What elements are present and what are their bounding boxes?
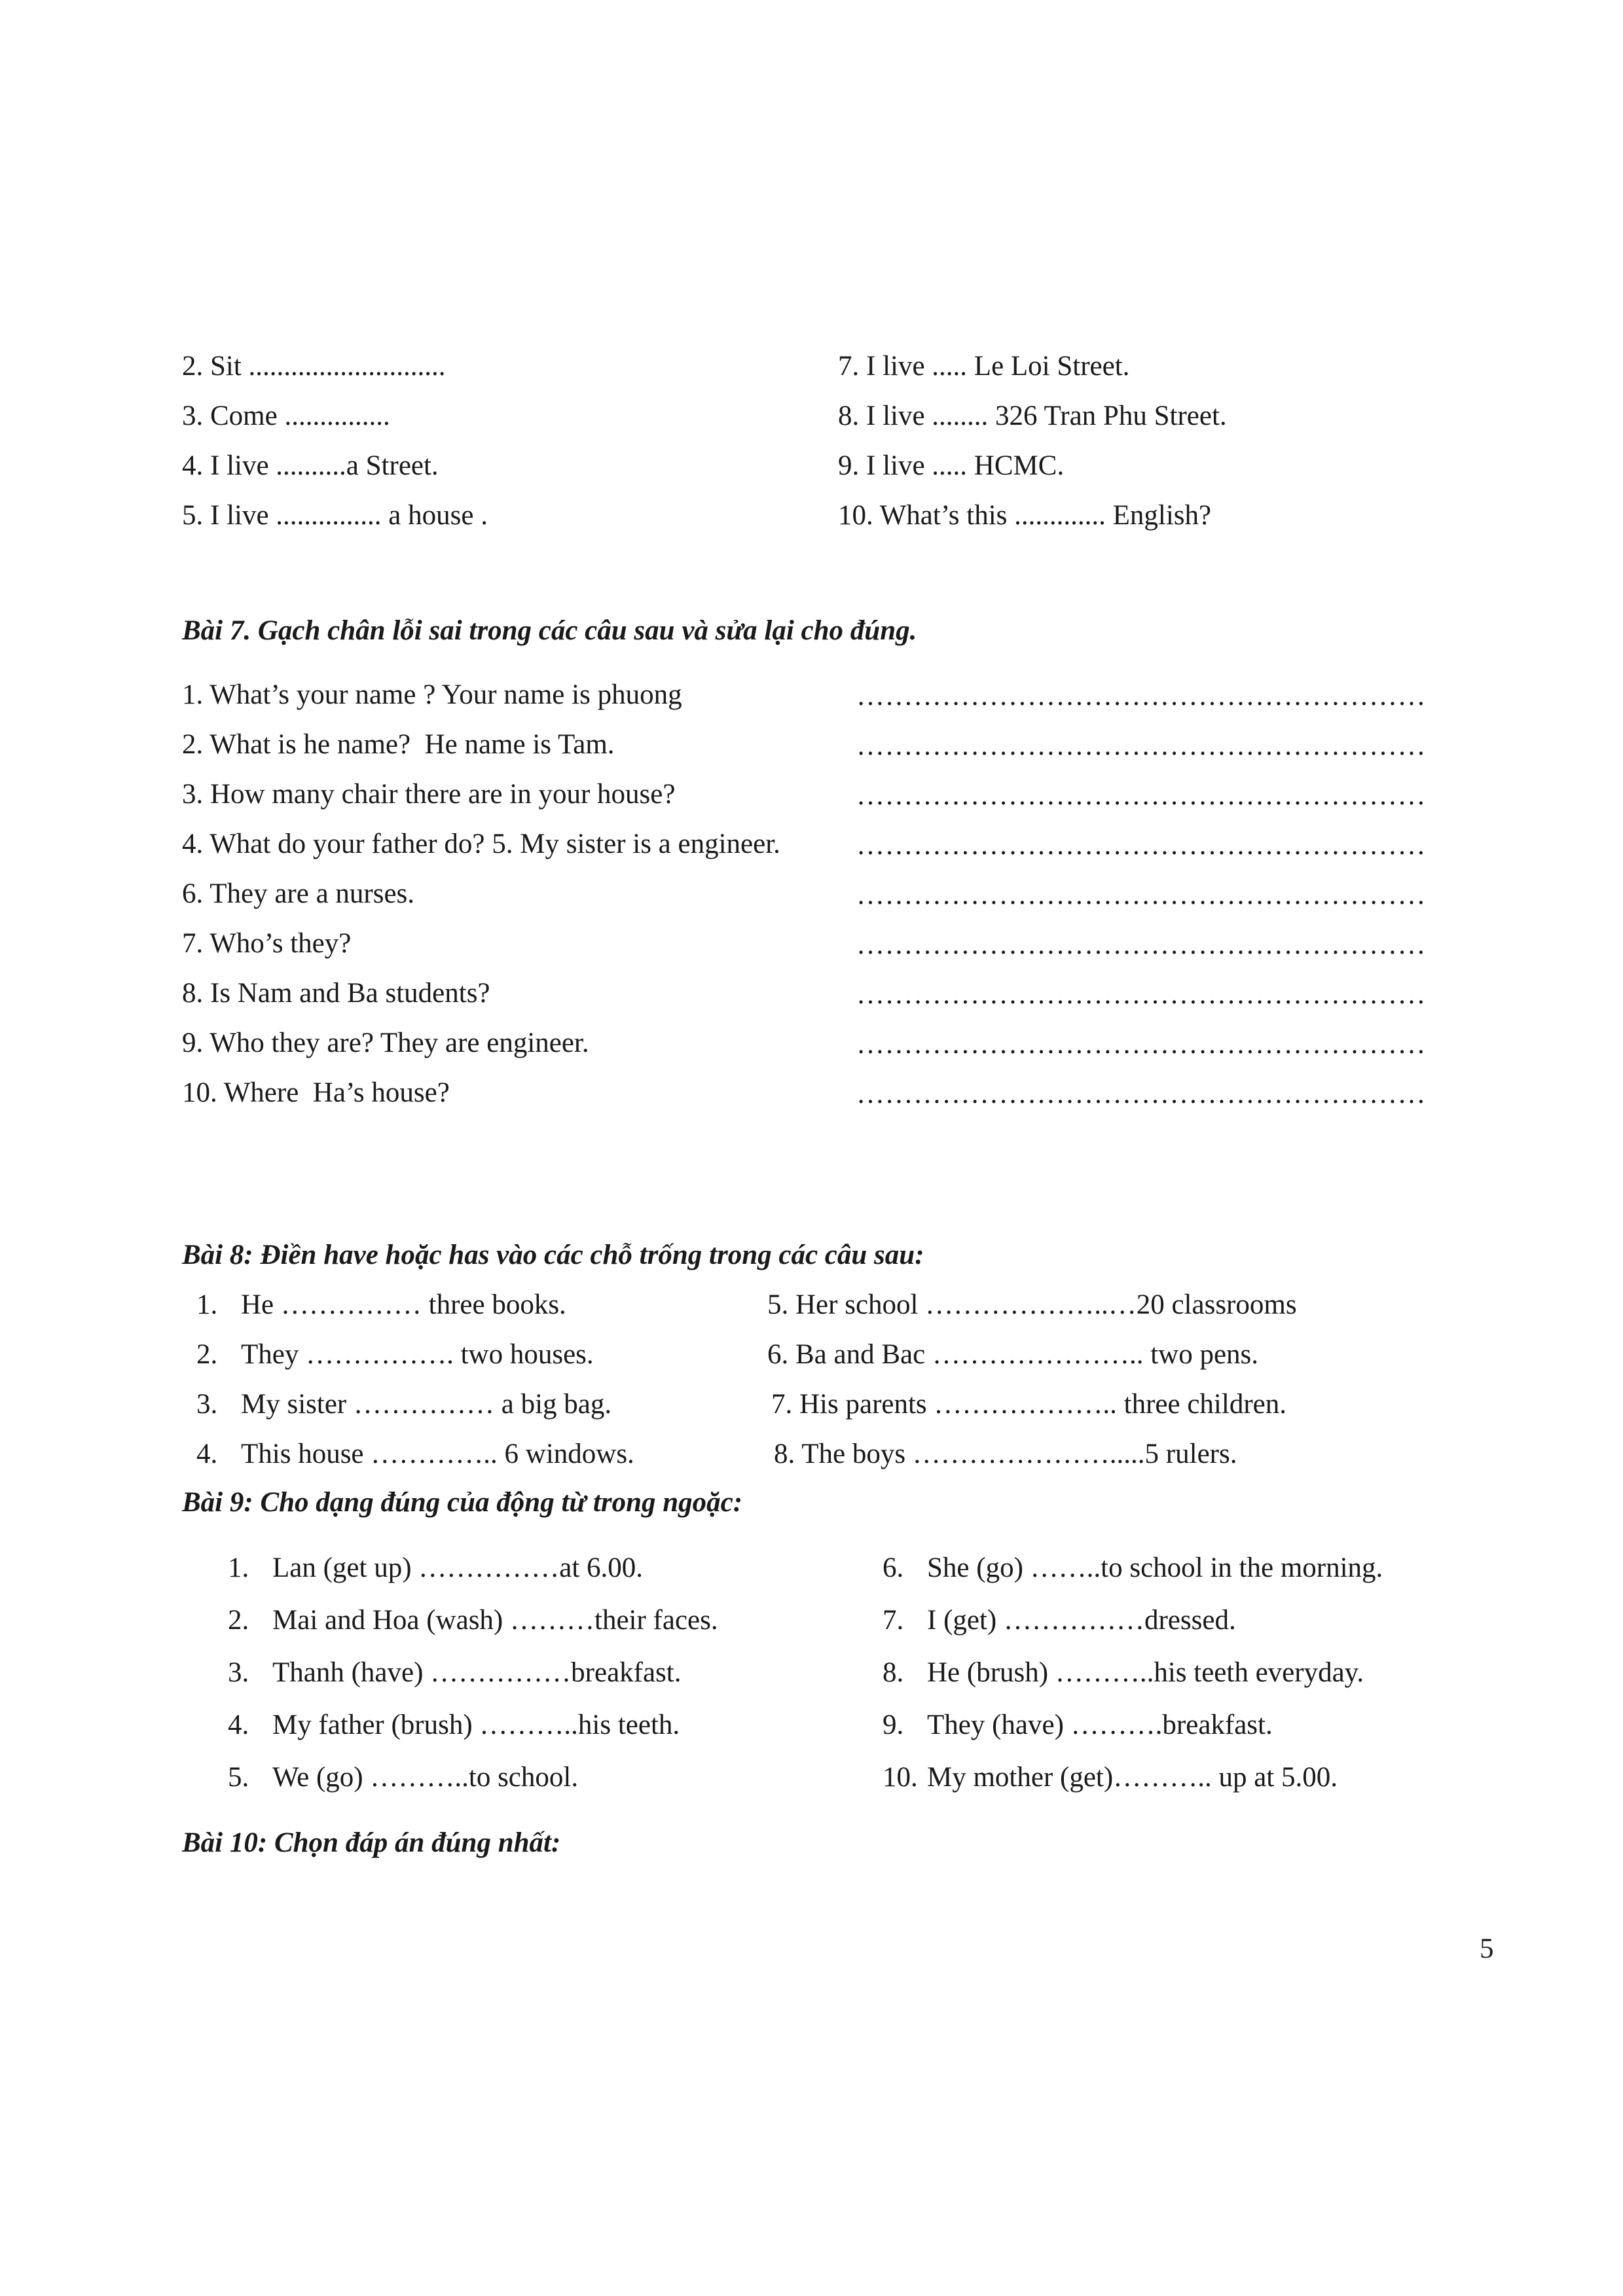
ex7-item: 8. Is Nam and Ba students? — [182, 978, 490, 1009]
ex9-item-number: 1. — [228, 1552, 249, 1583]
ex8-item: They ……………. two houses. — [241, 1339, 594, 1370]
ex9-item: She (go) ……..to school in the morning. — [927, 1552, 1383, 1583]
ex8-item-number: 4. — [196, 1439, 218, 1469]
ex8-item-number: 1. — [196, 1289, 218, 1320]
ex6-left-item: 4. I live ..........a Street. — [182, 450, 439, 481]
ex7-item: 4. What do your father do? 5. My sister is a engineer. — [182, 829, 780, 859]
ex7-item: 10. Where Ha’s house? — [182, 1077, 450, 1108]
ex7-answer-line: …………………………………………………… — [856, 880, 1426, 910]
ex8-item: 7. His parents ……………….. three children. — [771, 1389, 1286, 1420]
ex7-answer-line: …………………………………………………… — [856, 780, 1426, 811]
ex8-item: My sister …………… a big bag. — [241, 1389, 612, 1420]
ex9-item: Thanh (have) ……………breakfast. — [272, 1657, 682, 1688]
ex9-item-number: 10. — [883, 1762, 918, 1793]
ex6-left-item: 5. I live ............... a house . — [182, 500, 488, 531]
ex9-item-number: 6. — [883, 1552, 904, 1583]
ex7-item: 6. They are a nurses. — [182, 878, 415, 909]
ex8-item: He …………… three books. — [241, 1289, 566, 1320]
ex9-item: Lan (get up) ……………at 6.00. — [272, 1552, 644, 1583]
ex6-right-item: 7. I live ..... Le Loi Street. — [838, 351, 1130, 382]
ex7-item: 2. What is he name? He name is Tam. — [182, 729, 615, 760]
ex9-item: My mother (get)……….. up at 5.00. — [927, 1762, 1338, 1793]
ex7-item: 3. How many chair there are in your house? — [182, 779, 676, 810]
ex9-item-number: 2. — [228, 1605, 249, 1636]
ex9-item-number: 4. — [228, 1710, 249, 1740]
ex7-answer-line: …………………………………………………… — [856, 929, 1426, 960]
ex9-title: Bài 9: Cho dạng đúng của động từ trong ngoặc: — [182, 1487, 743, 1518]
ex8-item: 5. Her school ………………..…20 classrooms — [767, 1289, 1297, 1320]
ex10-title: Bài 10: Chọn đáp án đúng nhất: — [182, 1827, 561, 1858]
ex9-item-number: 3. — [228, 1657, 249, 1688]
ex8-item: 8. The boys ………………….....5 rulers. — [774, 1439, 1237, 1469]
ex7-answer-line: …………………………………………………… — [856, 730, 1426, 761]
ex7-answer-line: …………………………………………………… — [856, 1029, 1426, 1060]
ex9-item: Mai and Hoa (wash) ………their faces. — [272, 1605, 718, 1636]
ex6-right-item: 10. What’s this ............. English? — [838, 500, 1212, 531]
ex8-item-number: 3. — [196, 1389, 218, 1420]
ex7-item: 1. What’s your name ? Your name is phuong — [182, 679, 682, 710]
ex8-item: 6. Ba and Bac ………………….. two pens. — [767, 1339, 1259, 1370]
ex6-right-item: 8. I live ........ 326 Tran Phu Street. — [838, 401, 1227, 431]
ex9-item: My father (brush) ………..his teeth. — [272, 1710, 680, 1740]
ex9-item-number: 7. — [883, 1605, 904, 1636]
ex7-item: 9. Who they are? They are engineer. — [182, 1028, 589, 1058]
ex9-item: I (get) ……………dressed. — [927, 1605, 1236, 1636]
page-number: 5 — [1480, 1933, 1494, 1964]
ex6-left-item: 3. Come ............... — [182, 401, 390, 431]
ex9-item: He (brush) ………..his teeth everyday. — [927, 1657, 1364, 1688]
ex9-item-number: 5. — [228, 1762, 249, 1793]
ex9-item-number: 8. — [883, 1657, 904, 1688]
ex9-item: They (have) ……….breakfast. — [927, 1710, 1273, 1740]
ex9-item-number: 9. — [883, 1710, 904, 1740]
ex8-item-number: 2. — [196, 1339, 218, 1370]
ex7-answer-line: …………………………………………………… — [856, 681, 1426, 711]
ex7-answer-line: …………………………………………………… — [856, 979, 1426, 1010]
ex8-item: This house ………….. 6 windows. — [241, 1439, 634, 1469]
ex7-item: 7. Who’s they? — [182, 928, 352, 959]
ex6-left-item: 2. Sit ............................ — [182, 351, 446, 382]
ex7-answer-line: …………………………………………………… — [856, 1079, 1426, 1109]
ex8-title: Bài 8: Điền have hoặc has vào các chỗ trống trong các câu sau: — [182, 1240, 924, 1270]
ex7-answer-line: …………………………………………………… — [856, 830, 1426, 861]
ex6-right-item: 9. I live ..... HCMC. — [838, 450, 1065, 481]
ex9-item: We (go) ………..to school. — [272, 1762, 579, 1793]
ex7-title: Bài 7. Gạch chân lỗi sai trong các câu sau và sửa lại cho đúng. — [182, 615, 917, 646]
